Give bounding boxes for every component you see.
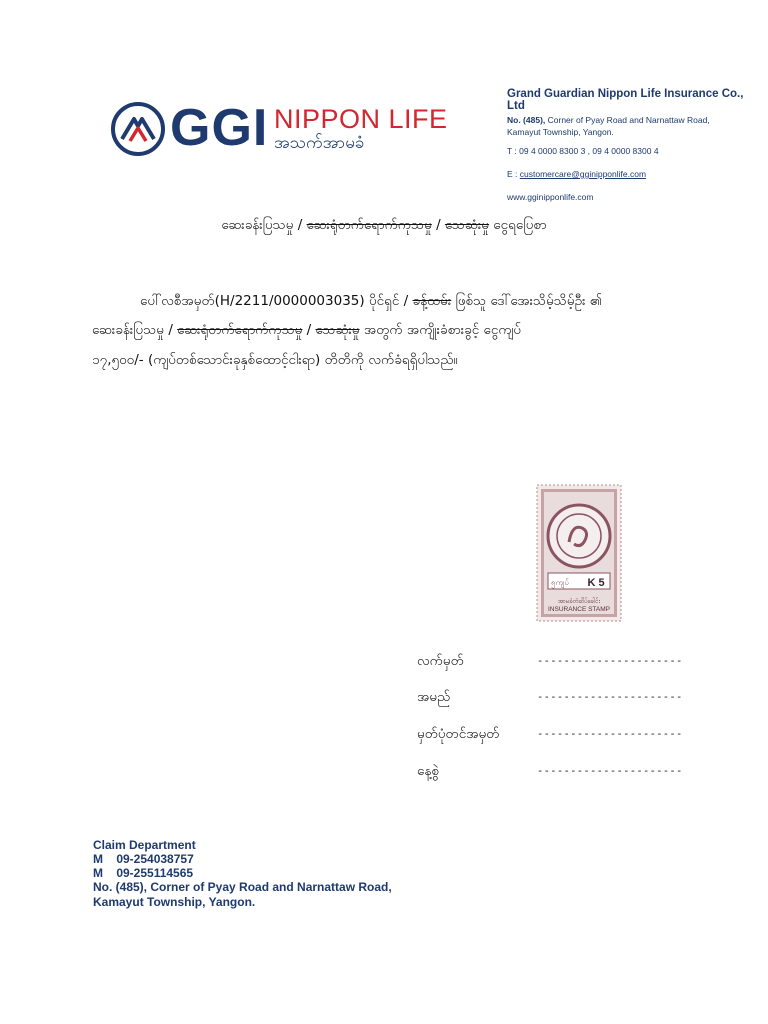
signature-line[interactable]: ---------------------- [537, 655, 683, 667]
body-line-2 [92, 318, 692, 342]
stamp-caption: INSURANCE STAMP [548, 606, 610, 613]
address-township: Kamayut Township, Yangon. [507, 127, 614, 137]
footer-mobile-2: M 09-255114565 [93, 866, 194, 880]
logo-brand: NIPPON LIFE [274, 104, 448, 134]
document-title [0, 216, 768, 236]
address-street: Corner of Pyay Road and Narnattaw Road, [545, 115, 710, 125]
email-link[interactable]: customercare@gginipponlife.com [519, 169, 647, 179]
name-line[interactable]: ---------------------- [537, 691, 683, 703]
date-label: နေ့စွဲ [417, 763, 439, 779]
logo-myanmar-text: အသက်အာမခံ [274, 133, 365, 153]
company-address [507, 114, 757, 138]
hospital-text: ဆေးရုံတက်ရောက်ကုသမှု [177, 322, 303, 338]
date-line[interactable]: ---------------------- [537, 765, 683, 777]
title-part-hospital: ဆေးရုံတက်ရောက်ကုသမှု [306, 217, 432, 233]
body-line-1 [92, 289, 692, 313]
title-part-death: သေဆုံးမှု [444, 217, 489, 233]
nrc-line[interactable]: ---------------------- [537, 728, 683, 740]
footer-mobile-1: M 09-254038757 [93, 852, 194, 866]
company-name: Grand Guardian Nippon Life Insurance Co., Ltd [507, 88, 744, 112]
title-part-receipt: ငွေရပြေစာ [488, 217, 547, 233]
company-phone: T : 09 4 0000 8300 3 , 09 4 0000 8300 4 [507, 146, 659, 156]
separator-text: / [302, 322, 316, 338]
company-website[interactable]: www.gginipponlife.com [507, 192, 594, 202]
company-email [507, 169, 757, 179]
stamp-caption-myanmar: အာမခံတံဆိပ်ခေါင်း [557, 598, 601, 605]
name-label: အမည် [417, 689, 451, 705]
email-prefix: E : [507, 169, 520, 179]
footer-address-1: No. (485), Corner of Pyay Road and Narnattaw Road, [93, 880, 392, 894]
stamp-value-myanmar: ၅ကျပ် [551, 578, 569, 587]
death-text: သေဆုံးမှု [315, 322, 360, 338]
company-logo-icon [110, 101, 166, 157]
policy-holder-text: ပေါ်လစီအမှတ်(H/2211/0000003035) ပိုင်ရှင် / [140, 293, 413, 309]
address-number: No. (485), [507, 115, 546, 125]
footer-address-2: Kamayut Township, Yangon. [93, 895, 256, 909]
signature-label: လက်မှတ် [417, 653, 464, 669]
logo-text: GGI [170, 99, 269, 157]
footer-department: Claim Department [93, 838, 196, 852]
insurance-stamp-icon [536, 484, 622, 622]
insured-name-text: ဖြစ်သူ ဒေါ်အေးသိမ့်သိမ့်ဦး ၏ [451, 293, 602, 309]
benefit-text: အတွက် အကျိုးခံစားခွင့် ငွေကျပ် [359, 322, 521, 338]
employee-text: ခန့်ထမ်း [412, 293, 452, 309]
title-separator: / [431, 217, 445, 233]
clinic-text: ဆေးခန်းပြသမှု / [92, 322, 178, 338]
body-line-3: ၁၇,၅၀၀/- (ကျပ်တစ်သောင်းခုနှစ်ထောင့်ငါးရာ) တိတိကို လက်ခံရရှိပါသည်။ [92, 352, 458, 368]
stamp-value: K 5 [587, 577, 605, 589]
nrc-label: မှတ်ပုံတင်အမှတ် [417, 726, 500, 742]
title-part-clinic: ဆေးခန်းပြသမှု / [221, 217, 307, 233]
